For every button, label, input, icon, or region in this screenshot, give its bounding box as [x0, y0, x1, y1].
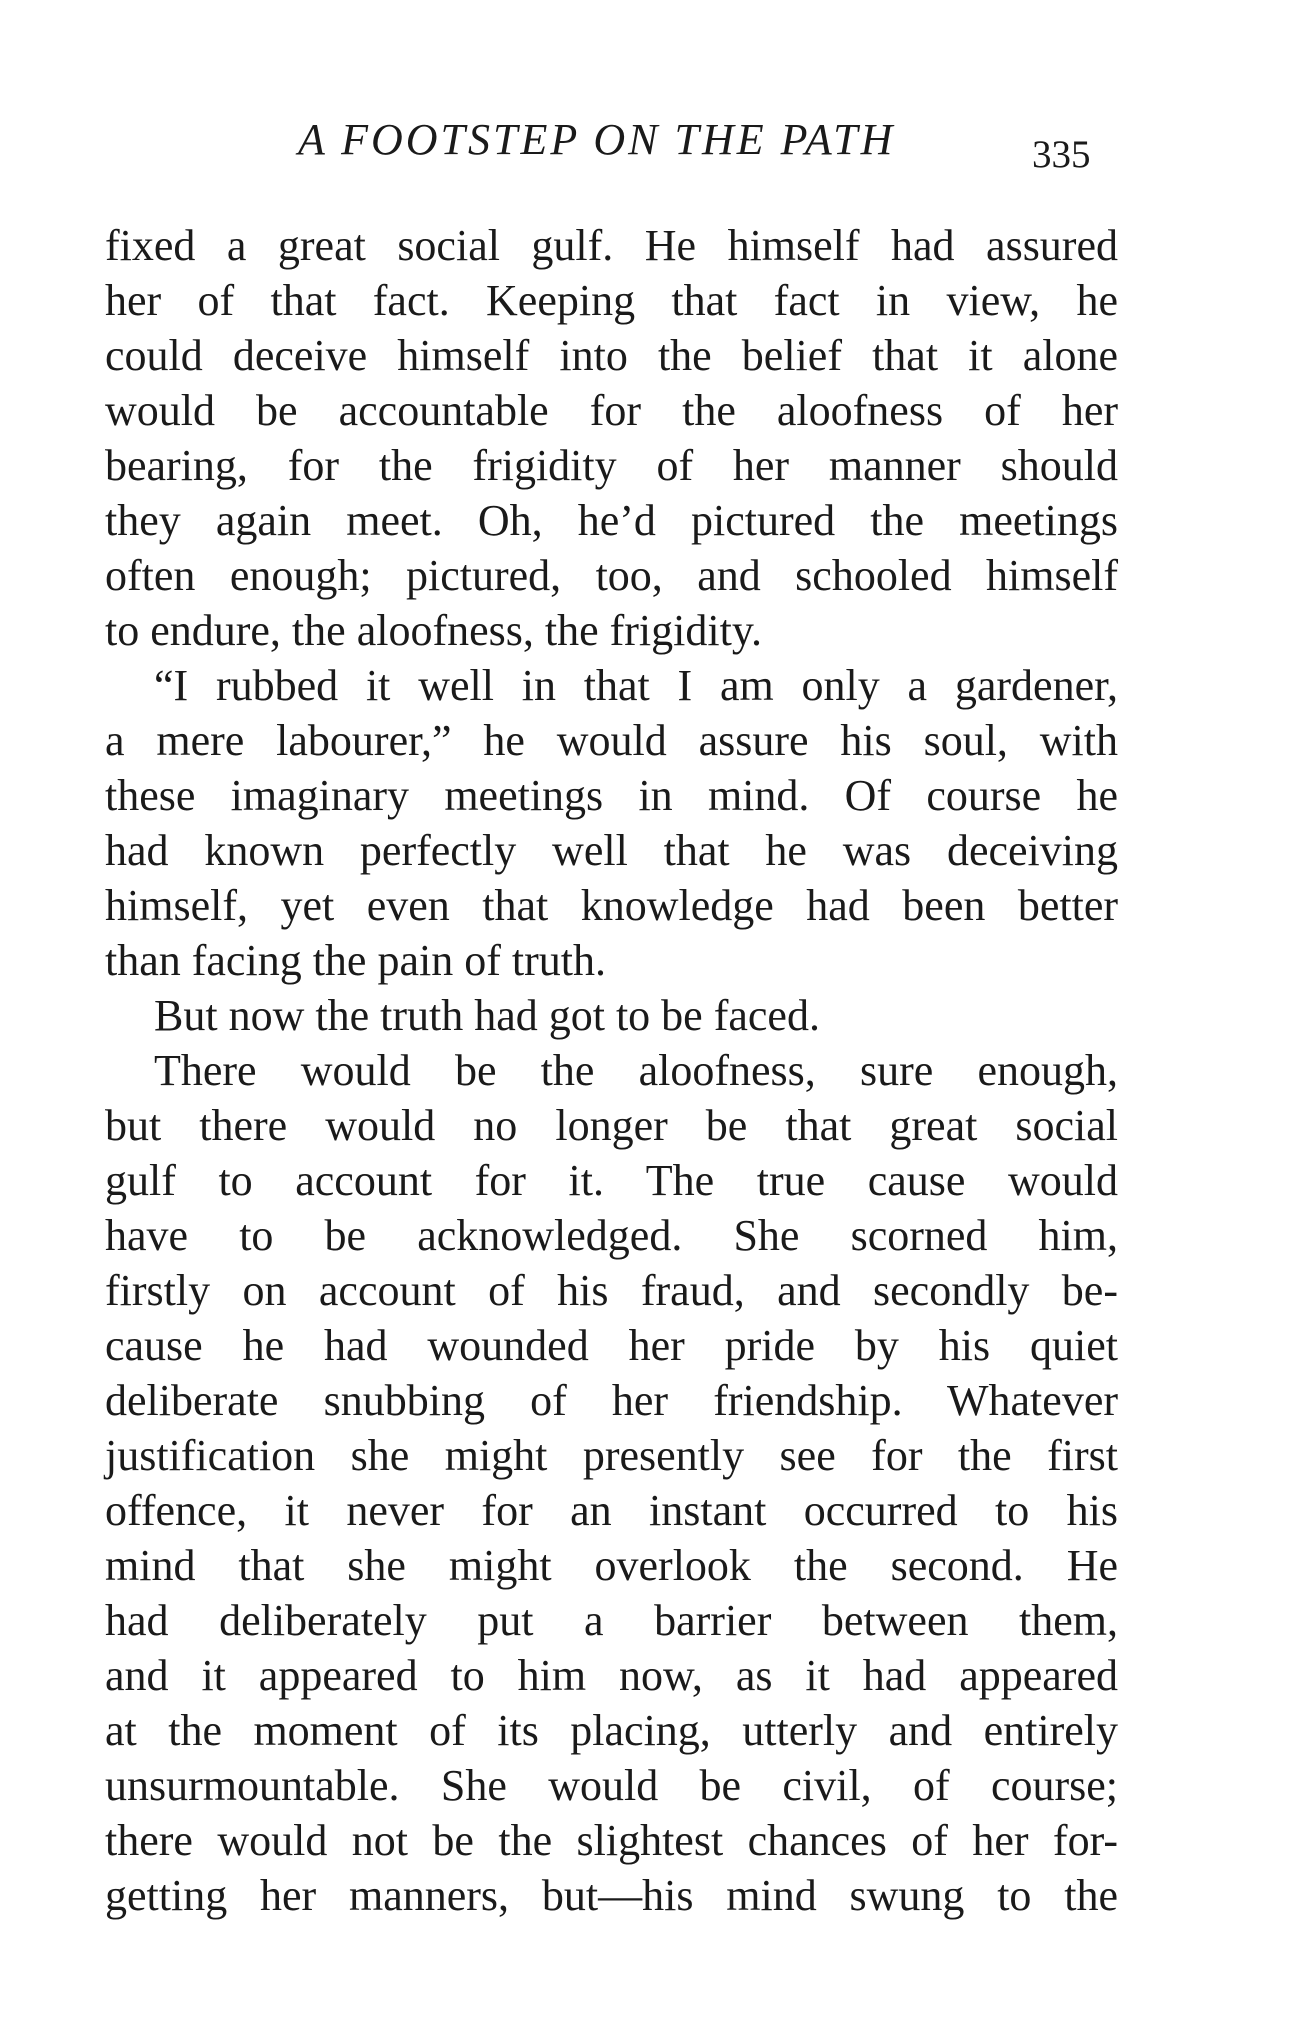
text-line: to endure, the aloofness, the frigidity. [105, 606, 762, 655]
text-line: himself, yet even that knowledge had been better [105, 881, 1118, 930]
text-line: offence, it never for an instant occurred to his [105, 1486, 1118, 1535]
text-line: bearing, for the frigidity of her manner should [105, 441, 1118, 490]
text-line: but there would no longer be that great social [105, 1101, 1118, 1150]
text-line: mind that she might overlook the second. He [105, 1541, 1118, 1590]
text-line: justification she might presently see for the first [105, 1431, 1118, 1480]
text-line: these imaginary meetings in mind. Of course he [105, 771, 1118, 820]
text-line: could deceive himself into the belief that it alone [105, 331, 1118, 380]
text-line: and it appeared to him now, as it had appeared [105, 1651, 1118, 1700]
page-number: 335 [1032, 133, 1091, 176]
text-line: cause he had wounded her pride by his quiet [105, 1321, 1118, 1370]
text-line: gulf to account for it. The true cause would [105, 1156, 1118, 1205]
text-line: deliberate snubbing of her friendship. Whatever [105, 1376, 1118, 1425]
text-line: her of that fact. Keeping that fact in view, he [105, 276, 1118, 325]
text-line: But now the truth had got to be faced. [154, 991, 820, 1040]
text-line: would be accountable for the aloofness of her [105, 386, 1118, 435]
text-line: fixed a great social gulf. He himself had assured [105, 221, 1118, 270]
running-title: A FOOTSTEP ON THE PATH [298, 115, 896, 164]
text-line: than facing the pain of truth. [105, 936, 606, 985]
text-line: had known perfectly well that he was deceiving [105, 826, 1118, 875]
text-line: unsurmountable. She would be civil, of course; [105, 1761, 1118, 1810]
text-line: “I rubbed it well in that I am only a gardener, [154, 661, 1118, 710]
body-text [105, 218, 1118, 1923]
text-line: at the moment of its placing, utterly and entirely [105, 1706, 1118, 1755]
text-line: there would not be the slightest chances of her for- [105, 1816, 1118, 1865]
text-line: firstly on account of his fraud, and secondly be- [105, 1266, 1118, 1315]
text-line: they again meet. Oh, he’d pictured the meetings [105, 496, 1118, 545]
text-line: There would be the aloofness, sure enough, [154, 1046, 1118, 1095]
text-line: had deliberately put a barrier between them, [105, 1596, 1118, 1645]
text-line: a mere labourer,” he would assure his soul, with [105, 716, 1118, 765]
text-line: often enough; pictured, too, and schooled himself [105, 551, 1118, 600]
text-line: getting her manners, but—his mind swung to the [105, 1871, 1118, 1920]
text-line: have to be acknowledged. She scorned him, [105, 1211, 1118, 1260]
